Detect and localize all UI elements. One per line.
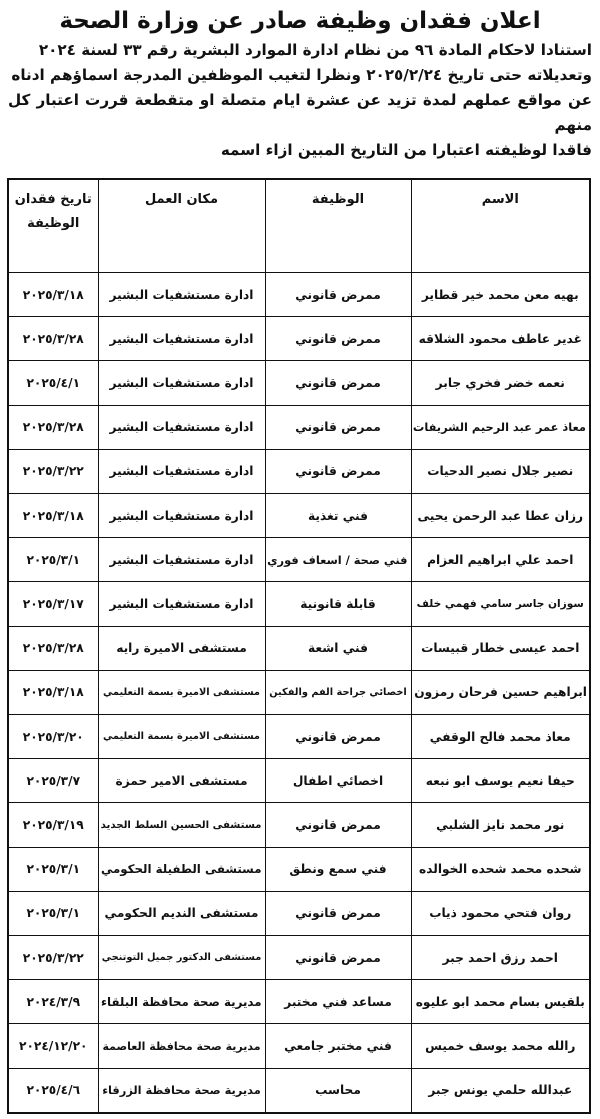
employee-name: شحده محمد شحده الخوالده — [411, 847, 590, 891]
employee-job: اخصائي اطفال — [265, 759, 411, 803]
employee-job: ممرض قانوني — [265, 317, 411, 361]
employee-job: ممرض قانوني — [265, 273, 411, 317]
employee-workplace: مستشفى الاميرة بسمة التعليمي — [98, 715, 265, 759]
employee-workplace: ادارة مستشفيات البشير — [98, 494, 265, 538]
employee-job: ممرض قانوني — [265, 803, 411, 847]
employee-job: فني سمع ونطق — [265, 847, 411, 891]
loss-date: ٢٠٢٤/٣/٩ — [8, 980, 98, 1024]
employee-workplace: مستشفى النديم الحكومي — [98, 891, 265, 935]
employee-job: ممرض قانوني — [265, 361, 411, 405]
header-name: الاسم — [411, 179, 590, 273]
employee-name: حيفا نعيم يوسف ابو نبعه — [411, 759, 590, 803]
employee-name: احمد رزق احمد جبر — [411, 936, 590, 980]
employee-name: نور محمد نايز الشلبي — [411, 803, 590, 847]
table-body — [8, 273, 590, 1114]
table-row — [8, 891, 590, 935]
employee-name: احمد علي ابراهيم العزام — [411, 538, 590, 582]
employee-name: رالله محمد يوسف خميس — [411, 1024, 590, 1068]
employee-name: بهيه معن محمد خير قطاير — [411, 273, 590, 317]
employee-name: نصير جلال نصير الدحيات — [411, 449, 590, 493]
loss-date: ٢٠٢٤/١٢/٢٠ — [8, 1024, 98, 1068]
header-job: الوظيفة — [265, 179, 411, 273]
table-row — [8, 1024, 590, 1068]
header-date-line1: تاريخ فقدان — [14, 192, 92, 207]
employee-name: ابراهيم حسين فرحان رمزون — [411, 670, 590, 714]
employee-name: معاذ عمر عبد الرحيم الشريفات — [411, 405, 590, 449]
employee-job: فني مختبر جامعي — [265, 1024, 411, 1068]
employee-name: نعمه خضر فخري جابر — [411, 361, 590, 405]
table-row — [8, 980, 590, 1024]
employee-workplace: مستشفى الحسين السلط الجديد — [98, 803, 265, 847]
employee-workplace: ادارة مستشفيات البشير — [98, 273, 265, 317]
employees-table — [7, 178, 591, 1114]
table-row — [8, 1068, 590, 1113]
employee-name: احمد عيسى خطار قبيسات — [411, 626, 590, 670]
table-row — [8, 494, 590, 538]
table-row — [8, 626, 590, 670]
loss-date: ٢٠٢٥/٤/٦ — [8, 1068, 98, 1113]
intro-line: فاقدا لوظيفته اعتبارا من التاريخ المبين ازاء اسمه — [220, 141, 592, 159]
employee-name: روان فتحي محمود ذياب — [411, 891, 590, 935]
employee-job: قابلة قانونية — [265, 582, 411, 626]
employee-workplace: مستشفى الاميرة بسمة التعليمي — [98, 670, 265, 714]
employee-job: ممرض قانوني — [265, 449, 411, 493]
loss-date: ٢٠٢٥/٣/٢٨ — [8, 317, 98, 361]
loss-date: ٢٠٢٥/٣/١ — [8, 847, 98, 891]
employee-workplace: ادارة مستشفيات البشير — [98, 449, 265, 493]
employee-job: فني صحة / اسعاف فوري — [265, 538, 411, 582]
employee-job: محاسب — [265, 1068, 411, 1113]
header-date — [8, 179, 98, 273]
employee-name: بلقيس بسام محمد ابو عليوه — [411, 980, 590, 1024]
loss-date: ٢٠٢٥/٣/٢٢ — [8, 449, 98, 493]
employee-workplace: ادارة مستشفيات البشير — [98, 317, 265, 361]
notice-title: اعلان فقدان وظيفة صادر عن وزارة الصحة — [59, 8, 541, 34]
table-row — [8, 759, 590, 803]
employee-workplace: ادارة مستشفيات البشير — [98, 405, 265, 449]
loss-date: ٢٠٢٥/٣/٢٨ — [8, 405, 98, 449]
employee-name: غدير عاطف محمود الشلاقه — [411, 317, 590, 361]
table-row — [8, 538, 590, 582]
table-row — [8, 847, 590, 891]
table-row — [8, 273, 590, 317]
loss-date: ٢٠٢٥/٣/٢٠ — [8, 715, 98, 759]
loss-date: ٢٠٢٥/٣/١٨ — [8, 273, 98, 317]
loss-date: ٢٠٢٥/٣/٢٨ — [8, 626, 98, 670]
header-date-line2: الوظيفة — [27, 216, 80, 231]
table-row — [8, 582, 590, 626]
header-place: مكان العمل — [98, 179, 265, 273]
table-row — [8, 449, 590, 493]
employee-workplace: مديرية صحة محافظة العاصمة — [98, 1024, 265, 1068]
table-header — [8, 179, 590, 273]
employee-name: رزان عطا عبد الرحمن يحيى — [411, 494, 590, 538]
employee-name: معاذ محمد فالح الوقفي — [411, 715, 590, 759]
loss-date: ٢٠٢٥/٣/٢٢ — [8, 936, 98, 980]
employee-workplace: ادارة مستشفيات البشير — [98, 538, 265, 582]
loss-date: ٢٠٢٥/٣/٧ — [8, 759, 98, 803]
intro-line: عن مواقع عملهم لمدة تزيد عن عشرة ايام متصلة او متقطعة قررت اعتبار كل منهم — [8, 91, 592, 134]
table-row — [8, 405, 590, 449]
employee-job: ممرض قانوني — [265, 936, 411, 980]
intro-line: استنادا لاحكام المادة ٩٦ من نظام ادارة الموارد البشرية رقم ٣٣ لسنة ٢٠٢٤ — [38, 41, 592, 59]
employee-workplace: ادارة مستشفيات البشير — [98, 361, 265, 405]
employee-workplace: مستشفى الاميرة رايه — [98, 626, 265, 670]
employee-job: ممرض قانوني — [265, 715, 411, 759]
table-row — [8, 803, 590, 847]
loss-date: ٢٠٢٥/٣/١٨ — [8, 670, 98, 714]
employee-job: مساعد فني مختبر — [265, 980, 411, 1024]
employee-name: سوزان جاسر سامي فهمي خلف — [411, 582, 590, 626]
employee-workplace: مستشفى الامير حمزة — [98, 759, 265, 803]
loss-date: ٢٠٢٥/٣/١٨ — [8, 494, 98, 538]
table-row — [8, 670, 590, 714]
loss-date: ٢٠٢٥/٣/١ — [8, 538, 98, 582]
employee-job: ممرض قانوني — [265, 891, 411, 935]
loss-date: ٢٠٢٥/٣/١٧ — [8, 582, 98, 626]
header-row — [8, 179, 590, 273]
intro-line: وتعديلاته حتى تاريخ ٢٠٢٥/٢/٢٤ ونظرا لتغيب الموظفين المدرجة اسماؤهم ادناه — [11, 66, 592, 84]
employee-job: اخصائي جراحة الفم والفكين — [265, 670, 411, 714]
table-row — [8, 936, 590, 980]
employee-workplace: مستشفى الطفيلة الحكومي — [98, 847, 265, 891]
employee-job: فني اشعة — [265, 626, 411, 670]
employee-workplace: ادارة مستشفيات البشير — [98, 582, 265, 626]
table-row — [8, 715, 590, 759]
employee-workplace: مستشفى الدكتور جميل التوتنجي — [98, 936, 265, 980]
loss-date: ٢٠٢٥/٣/١٩ — [8, 803, 98, 847]
loss-date: ٢٠٢٥/٤/١ — [8, 361, 98, 405]
table-row — [8, 361, 590, 405]
employee-workplace: مديرية صحة محافظة الزرقاء — [98, 1068, 265, 1113]
table-row — [8, 317, 590, 361]
employee-workplace: مديرية صحة محافظة البلقاء — [98, 980, 265, 1024]
notice-intro — [8, 38, 592, 163]
employee-job: ممرض قانوني — [265, 405, 411, 449]
loss-date: ٢٠٢٥/٣/١ — [8, 891, 98, 935]
employee-job: فني تغذية — [265, 494, 411, 538]
employee-name: عبدالله حلمي يونس جبر — [411, 1068, 590, 1113]
